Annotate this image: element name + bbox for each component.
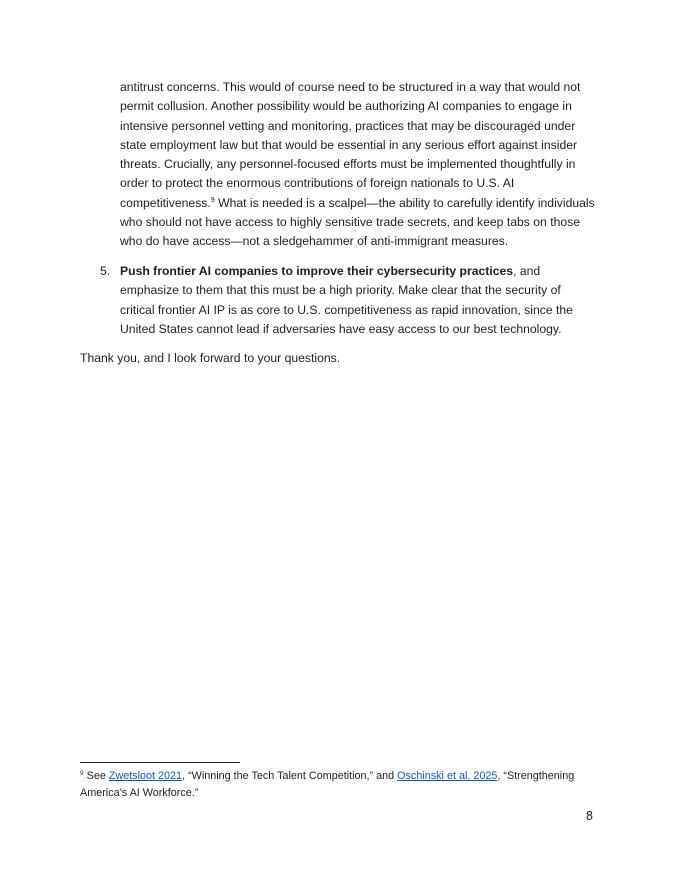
footnote-link-zwetsloot[interactable]: Zwetsloot 2021 xyxy=(108,770,183,782)
closing-line: Thank you, and I look forward to your questions. xyxy=(80,351,341,365)
footnote xyxy=(80,768,605,801)
list-item-number: 5. xyxy=(100,264,111,278)
footnote-suffix: , “Strengthening America’s AI Workforce.” xyxy=(80,770,575,799)
continuation-paragraph xyxy=(120,78,598,252)
footnote-reference[interactable]: 9 xyxy=(210,196,215,204)
list-item-5 xyxy=(120,262,598,339)
list-item-text: , and emphasize to them that this must be a high priority. Make clear that the security of critical frontier AI IP is as core to U.S. competitiveness as rapid innovation, since the United States cannot lead if adversaries have easy access to our best technology. xyxy=(120,264,573,336)
footnote-middle: , “Winning the Tech Talent Competition,” and xyxy=(182,770,398,782)
footnote-prefix: See xyxy=(83,770,109,782)
footnote-divider xyxy=(80,762,240,763)
list-item-bold-lead: Push frontier AI companies to improve their cybersecurity practices xyxy=(120,264,514,278)
page-number: 8 xyxy=(586,809,593,823)
footnote-link-oschinski[interactable]: Oschinski et al. 2025 xyxy=(397,770,498,782)
paragraph-text-before-ref: antitrust concerns. This would of course need to be structured in a way that would not permit collusion. Another possibility would be authorizing AI companies to engage in intensive personnel vetting and monitoring, practices that may be discouraged under state employment law but that would be essential in any serious effort against insider threats. Crucially, any personnel-focused efforts must be implemented thoughtfully in order to protect the enormous contributions of foreign nationals to U.S. AI competitiveness. xyxy=(120,80,581,210)
paragraph-text-after-ref: What is needed is a scalpel—the ability to carefully identify individuals who should not have access to highly sensitive trade secrets, and keep tabs on those who do have access—not a sledgehammer of anti-immigrant measures. xyxy=(120,195,595,249)
footnote-number: 9 xyxy=(80,770,84,777)
